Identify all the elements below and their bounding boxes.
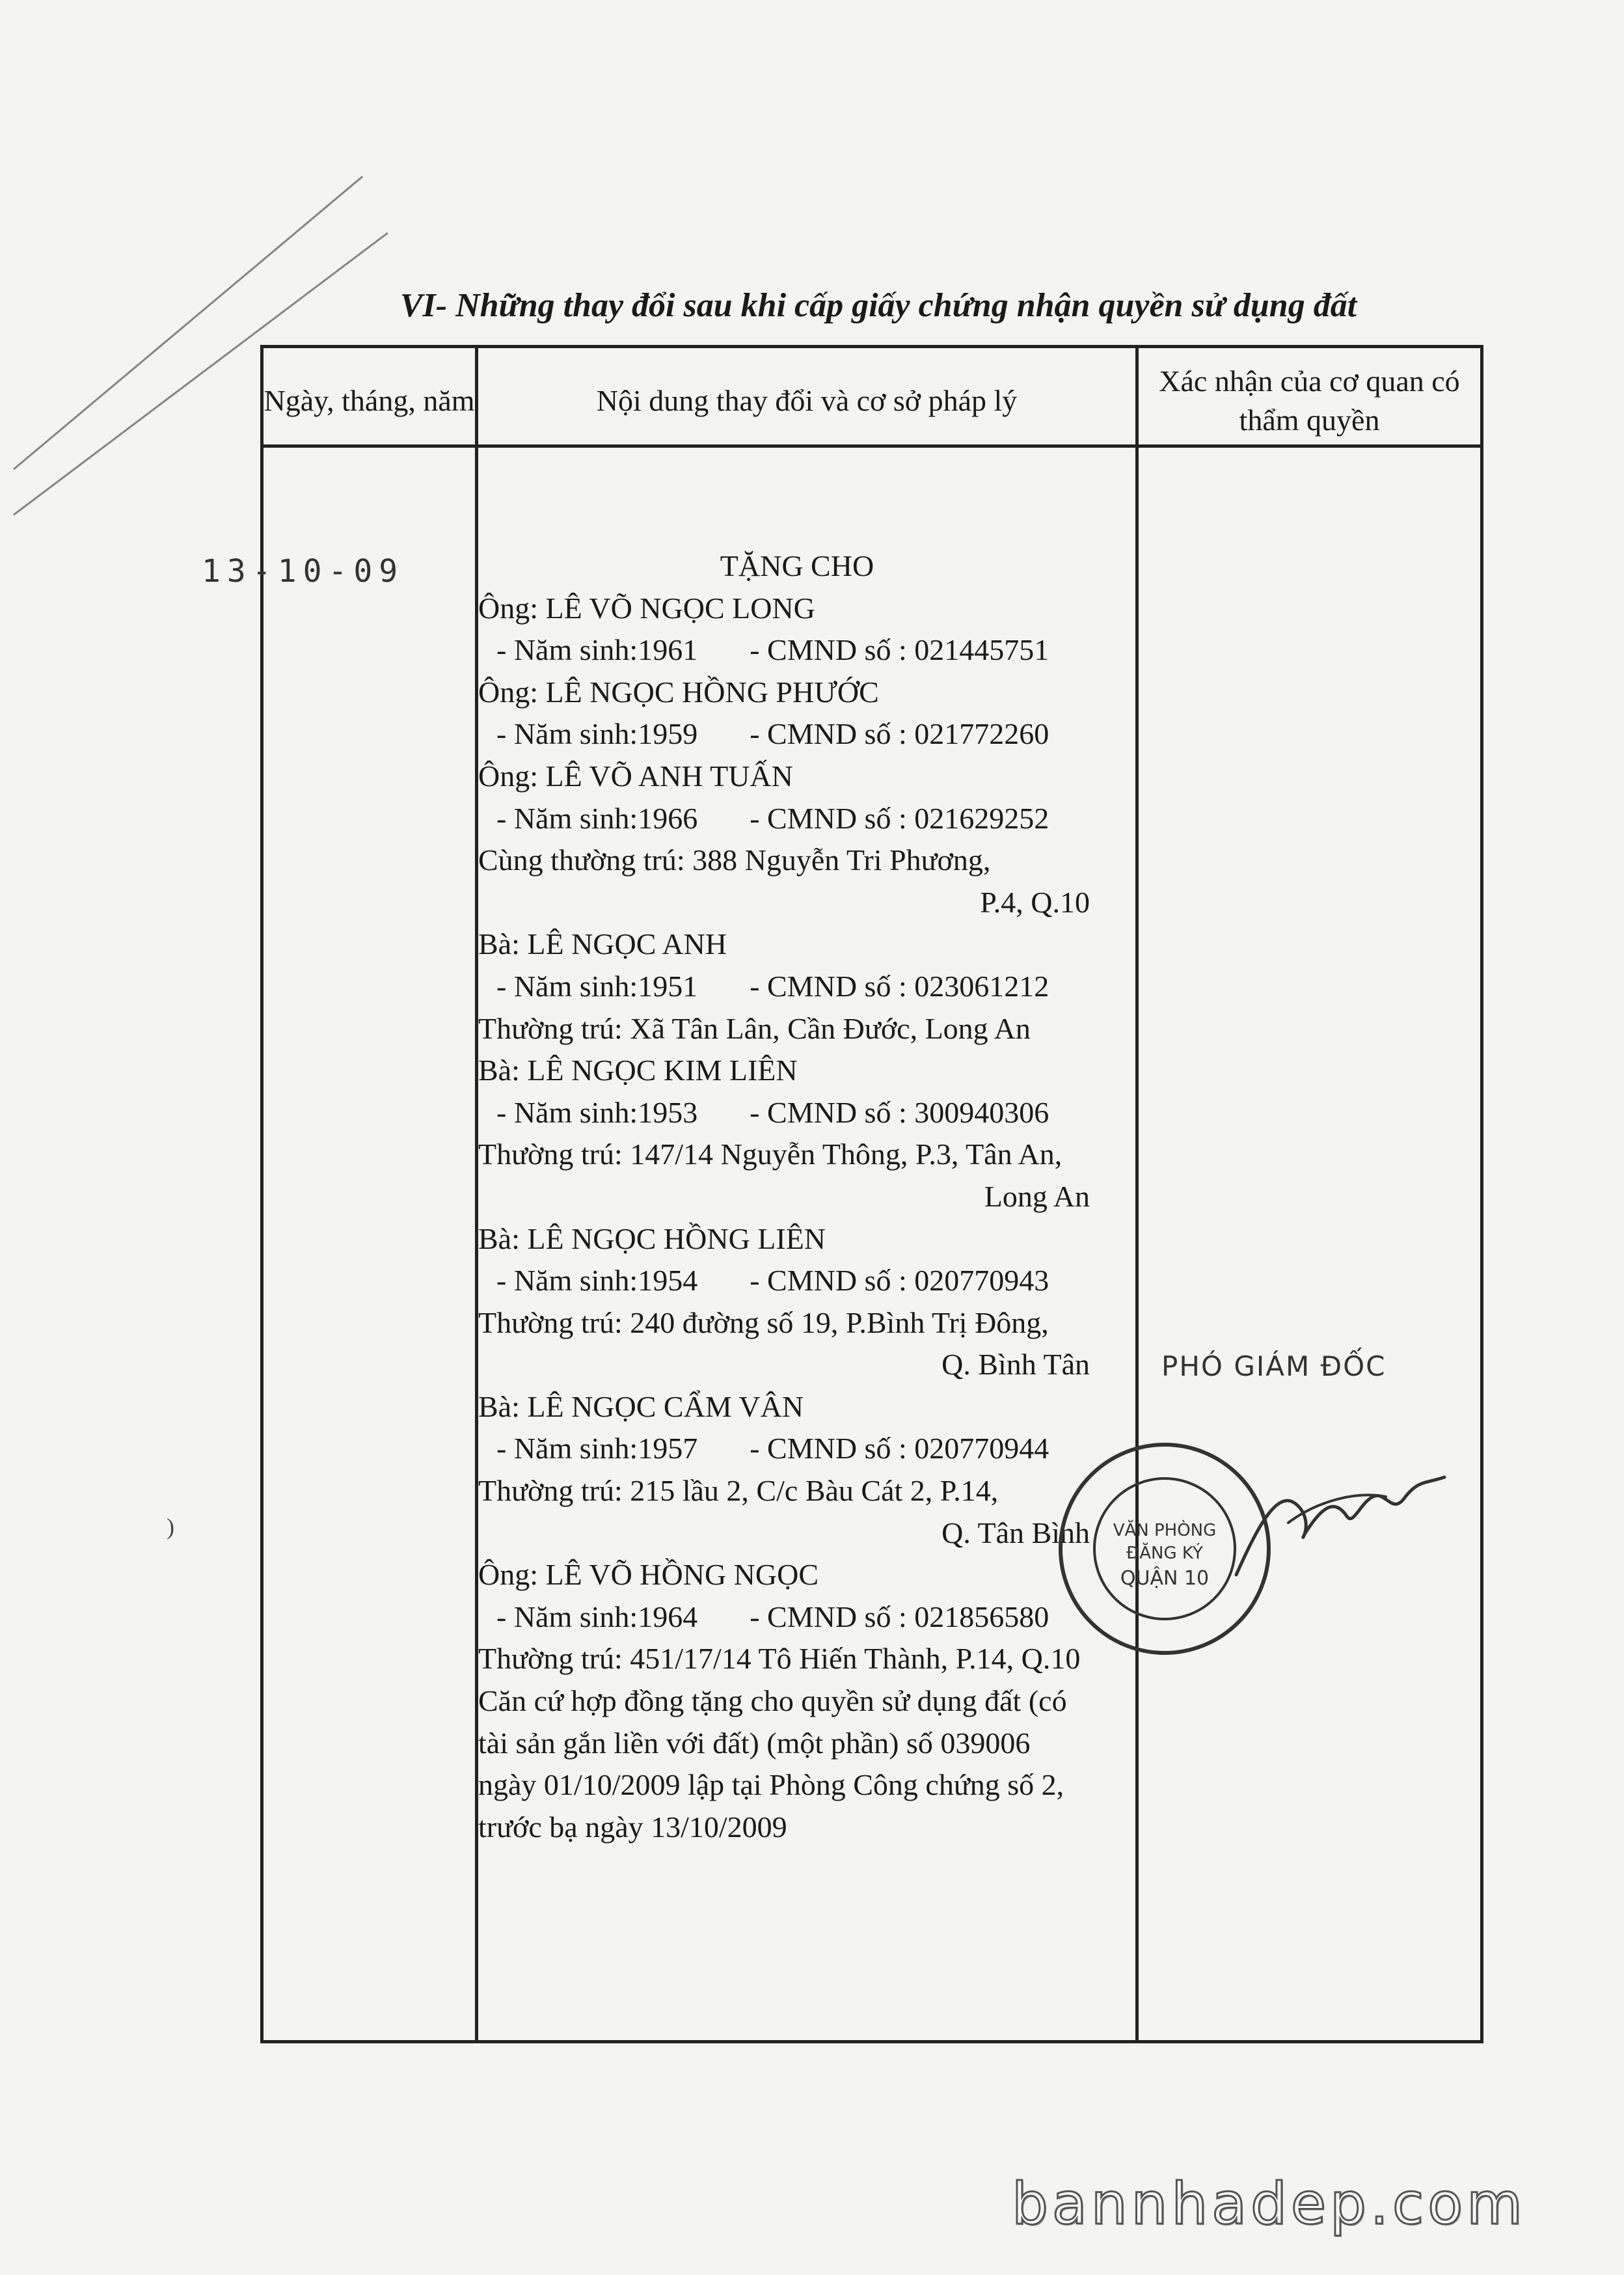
id-number: - CMND số : 023061212 bbox=[750, 969, 1049, 1003]
id-number: - CMND số : 021445751 bbox=[750, 633, 1049, 667]
address: Thường trú: 451/17/14 Tô Hiến Thành, P.14, Q.10 bbox=[478, 1642, 1081, 1676]
address: Thường trú: 215 lầu 2, C/c Bàu Cát 2, P.14, bbox=[478, 1474, 999, 1508]
person-name: Bà: LÊ NGỌC KIM LIÊN bbox=[478, 1054, 798, 1087]
entry-date: 13-10-09 bbox=[202, 553, 405, 590]
birth-year: - Năm sinh:1959 bbox=[496, 717, 698, 751]
address: Cùng thường trú: 388 Nguyễn Tri Phương, bbox=[478, 843, 991, 877]
svg-text:VĂN PHÒNG: VĂN PHÒNG bbox=[1113, 1521, 1217, 1540]
birth-year: - Năm sinh:1954 bbox=[496, 1264, 698, 1298]
legal-basis: ngày 01/10/2009 lập tại Phòng Công chứng số 2, bbox=[478, 1768, 1064, 1802]
margin-mark: ) bbox=[167, 1514, 174, 1540]
address-continued: Q. Tân Bình bbox=[941, 1516, 1090, 1549]
birth-year: - Năm sinh:1957 bbox=[496, 1432, 698, 1465]
address: Thường trú: 147/14 Nguyễn Thông, P.3, Tân An, bbox=[478, 1138, 1062, 1171]
watermark: bannhadep.com bbox=[1012, 2170, 1526, 2237]
svg-text:ĐĂNG KÝ: ĐĂNG KÝ bbox=[1126, 1544, 1203, 1563]
birth-year: - Năm sinh:1951 bbox=[496, 969, 698, 1003]
header-date: Ngày, tháng, năm bbox=[264, 383, 475, 417]
person-name: Bà: LÊ NGỌC ANH bbox=[478, 927, 727, 961]
person-name: Bà: LÊ NGỌC HỒNG LIÊN bbox=[478, 1221, 826, 1255]
id-number: - CMND số : 020770944 bbox=[750, 1432, 1049, 1465]
page-title: VI- Những thay đổi sau khi cấp giấy chứng nhận quyền sử dụng đất bbox=[399, 287, 1357, 324]
id-number: - CMND số : 021856580 bbox=[750, 1600, 1049, 1633]
legal-basis: tài sản gắn liền với đất) (một phần) số 039006 bbox=[478, 1726, 1031, 1760]
birth-year: - Năm sinh:1966 bbox=[496, 801, 698, 835]
address-continued: Long An bbox=[984, 1179, 1090, 1213]
header-confirmation: Xác nhận của cơ quan có thẩm quyền bbox=[1159, 364, 1460, 437]
signature-icon bbox=[1223, 1419, 1457, 1588]
person-details bbox=[478, 1092, 1142, 1134]
person-name: Ông: LÊ VÕ HỒNG NGỌC bbox=[478, 1558, 819, 1592]
person-name: Ông: LÊ VÕ ANH TUẤN bbox=[478, 759, 793, 793]
person-details bbox=[478, 713, 1142, 756]
address-continued: P.4, Q.10 bbox=[980, 885, 1090, 919]
entry-content bbox=[478, 545, 1142, 1848]
address: Thường trú: 240 đường số 19, P.Bình Trị Đông, bbox=[478, 1305, 1049, 1339]
address-continued: Q. Bình Tân bbox=[941, 1348, 1090, 1382]
svg-text:QUẬN 10: QUẬN 10 bbox=[1120, 1567, 1210, 1590]
header-divider bbox=[264, 444, 1480, 448]
person-details bbox=[478, 1260, 1142, 1302]
id-number: - CMND số : 021629252 bbox=[750, 801, 1049, 835]
birth-year: - Năm sinh:1953 bbox=[496, 1095, 698, 1129]
person-details bbox=[478, 1596, 1142, 1639]
person-name: Ông: LÊ VÕ NGỌC LONG bbox=[478, 591, 815, 625]
legal-basis: Căn cứ hợp đồng tặng cho quyền sử dụng đất (có bbox=[478, 1684, 1067, 1718]
legal-basis: trước bạ ngày 13/10/2009 bbox=[478, 1810, 787, 1844]
entry-heading: TẶNG CHO bbox=[720, 549, 874, 582]
person-details bbox=[478, 966, 1142, 1008]
id-number: - CMND số : 021772260 bbox=[750, 717, 1049, 751]
person-name: Bà: LÊ NGỌC CẨM VÂN bbox=[478, 1389, 804, 1423]
person-details bbox=[478, 1428, 1142, 1470]
person-name: Ông: LÊ NGỌC HỒNG PHƯỚC bbox=[478, 675, 879, 709]
header-content: Nội dung thay đổi và cơ sở pháp lý bbox=[596, 383, 1018, 417]
birth-year: - Năm sinh:1964 bbox=[496, 1600, 698, 1633]
signer-title: PHÓ GIÁM ĐỐC bbox=[1161, 1350, 1387, 1382]
id-number: - CMND số : 020770943 bbox=[750, 1264, 1049, 1298]
person-details bbox=[478, 798, 1142, 840]
birth-year: - Năm sinh:1961 bbox=[496, 633, 698, 667]
person-details bbox=[478, 629, 1142, 672]
id-number: - CMND số : 300940306 bbox=[750, 1095, 1049, 1129]
address: Thường trú: Xã Tân Lân, Cần Đước, Long An bbox=[478, 1011, 1031, 1045]
